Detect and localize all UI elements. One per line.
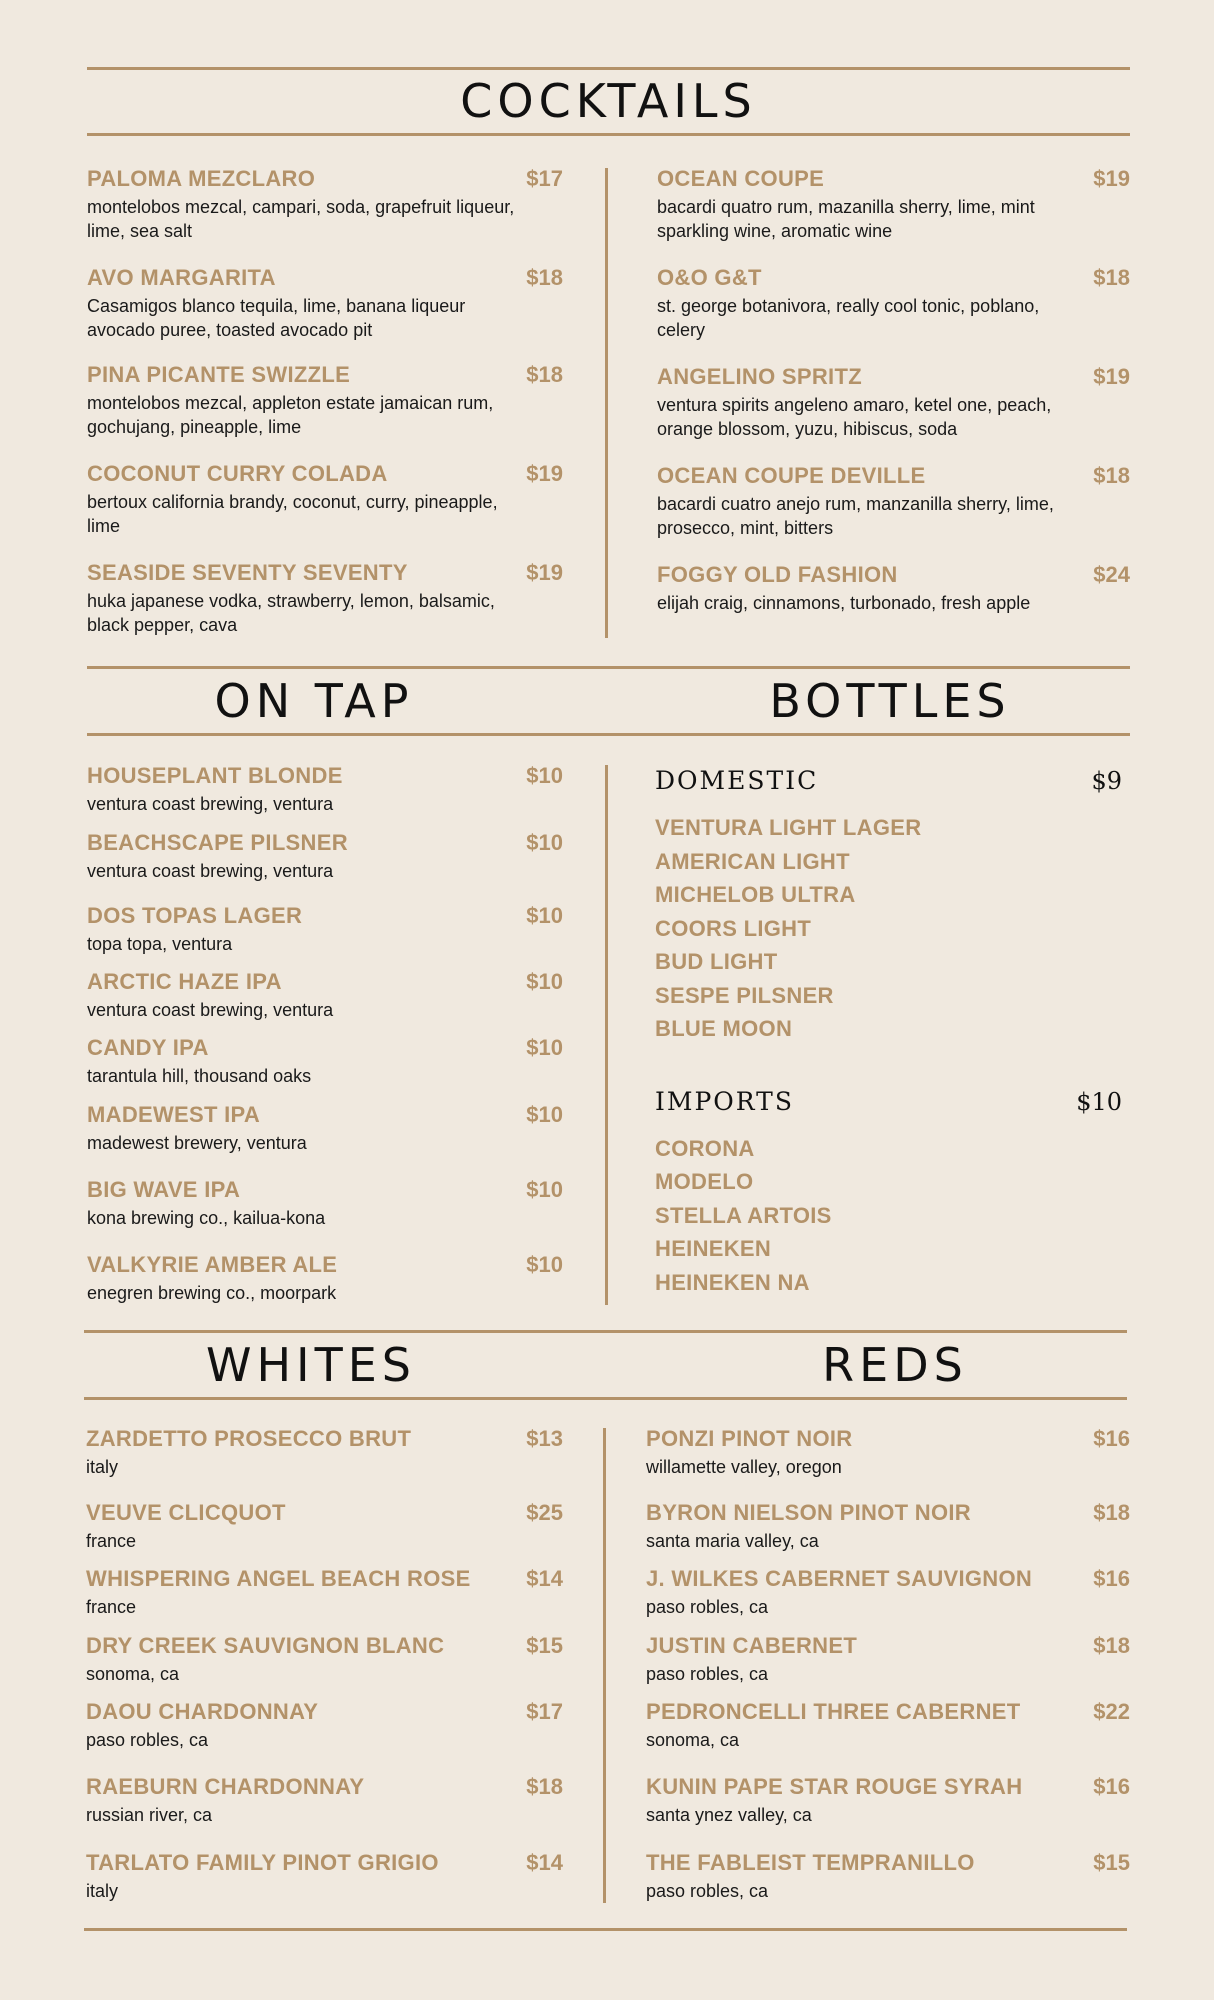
- bottles-column: [655, 765, 1122, 1299]
- item-description: topa topa, ventura: [87, 934, 233, 954]
- cocktail-item: [87, 361, 563, 460]
- item-description: enegren brewing co., moorpark: [87, 1283, 337, 1303]
- list-item: SESPE PILSNER: [655, 982, 834, 1008]
- item-description: ventura coast brewing, ventura: [87, 794, 334, 814]
- item-name: AVO MARGARITA: [87, 265, 276, 290]
- item-name: THE FABLEIST TEMPRANILLO: [646, 1850, 975, 1875]
- item-description: france: [86, 1531, 137, 1551]
- wine-item: [646, 1773, 1130, 1849]
- list-item: BUD LIGHT: [655, 949, 778, 974]
- list-item: COORS LIGHT: [655, 915, 812, 941]
- item-description: paso robles, ca: [646, 1664, 769, 1684]
- wine-item: [86, 1632, 563, 1698]
- item-price: $18: [1093, 463, 1130, 488]
- item-name: O&O G&T: [657, 265, 762, 290]
- wine-item: [86, 1849, 563, 1903]
- item-description: ventura coast brewing, ventura: [87, 1000, 334, 1020]
- item-price: $10: [526, 1035, 563, 1060]
- item-name: FOGGY OLD FASHION: [657, 562, 898, 587]
- item-price: $18: [1093, 1633, 1130, 1658]
- item-price: $10: [526, 830, 563, 855]
- divider-wine-vertical: [603, 1428, 606, 1903]
- on-tap-heading: ON TAP: [214, 674, 414, 728]
- divider-bottom: [84, 1928, 1127, 1931]
- item-name: RAEBURN CHARDONNAY: [86, 1774, 365, 1799]
- item-description: paso robles, ca: [646, 1881, 769, 1901]
- domestic-price: $9: [1091, 767, 1122, 795]
- item-name: BEACHSCAPE PILSNER: [87, 830, 348, 855]
- item-price: $18: [526, 265, 563, 290]
- wine-item: [86, 1565, 563, 1632]
- list-item: CORONA: [655, 1135, 755, 1161]
- item-description: tarantula hill, thousand oaks: [87, 1066, 312, 1086]
- item-name: COCONUT CURRY COLADA: [87, 461, 388, 486]
- item-price: $18: [526, 362, 563, 387]
- item-name: PONZI PINOT NOIR: [646, 1426, 853, 1451]
- item-description: madewest brewery, ventura: [87, 1133, 307, 1153]
- imports-subheading: [655, 1086, 1122, 1118]
- wine-item: [646, 1632, 1130, 1698]
- reds-column: [646, 1425, 1130, 1903]
- item-description: ventura spirits angeleno amaro, ketel one, peach, orange blossom, yuzu, hibiscus, soda: [657, 395, 1052, 439]
- item-name: DOS TOPAS LAGER: [87, 903, 303, 928]
- item-price: $18: [1093, 1500, 1130, 1525]
- item-price: $18: [526, 1774, 563, 1799]
- item-price: $15: [526, 1633, 563, 1658]
- item-name: DAOU CHARDONNAY: [86, 1699, 319, 1724]
- tap-item: [87, 902, 563, 968]
- cocktail-item: [657, 165, 1130, 264]
- item-description: paso robles, ca: [646, 1597, 769, 1617]
- tap-item: [87, 1101, 563, 1176]
- divider-cocktails-vertical: [605, 168, 608, 638]
- divider-tap-top: [87, 666, 1130, 669]
- item-description: bacardi quatro rum, mazanilla sherry, lime, mint sparkling wine, aromatic wine: [657, 197, 1035, 241]
- item-price: $19: [1093, 166, 1130, 191]
- item-name: JUSTIN CABERNET: [646, 1633, 858, 1658]
- item-name: J. WILKES CABERNET SAUVIGNON: [646, 1566, 1033, 1591]
- imports-price: $10: [1076, 1087, 1122, 1116]
- cocktail-item: [87, 559, 563, 637]
- item-name: VEUVE CLICQUOT: [86, 1500, 286, 1525]
- cocktail-item: [657, 561, 1130, 615]
- cocktail-item: [87, 165, 563, 264]
- wine-item: [646, 1425, 1130, 1499]
- item-description: ventura coast brewing, ventura: [87, 861, 334, 881]
- cocktail-item: [657, 462, 1130, 561]
- item-price: $16: [1093, 1566, 1130, 1591]
- item-price: $10: [526, 1252, 563, 1277]
- tap-item: [87, 968, 563, 1034]
- item-name: BIG WAVE IPA: [87, 1177, 241, 1202]
- item-name: PEDRONCELLI THREE CABERNET: [646, 1699, 1021, 1724]
- item-name: SEASIDE SEVENTY SEVENTY: [87, 560, 408, 585]
- item-price: $10: [526, 903, 563, 928]
- tap-item: [87, 1251, 563, 1305]
- divider-tap-bottom: [87, 733, 1130, 736]
- wine-item: [646, 1565, 1130, 1632]
- item-price: $15: [1093, 1850, 1130, 1875]
- item-description: sonoma, ca: [86, 1664, 180, 1684]
- list-item: HEINEKEN: [655, 1236, 772, 1261]
- item-description: willamette valley, oregon: [646, 1457, 842, 1477]
- cocktail-item: [87, 264, 563, 361]
- domestic-list: [655, 811, 1122, 1046]
- item-description: italy: [86, 1881, 119, 1901]
- tap-item: [87, 762, 563, 829]
- item-description: montelobos mezcal, campari, soda, grapefruit liqueur, lime, sea salt: [87, 197, 515, 241]
- whites-heading: WHITES: [205, 1338, 416, 1392]
- item-price: $25: [526, 1500, 563, 1525]
- cocktails-heading: COCKTAILS: [460, 74, 757, 128]
- item-description: paso robles, ca: [86, 1730, 209, 1750]
- wine-item: [86, 1773, 563, 1849]
- wine-item: [86, 1698, 563, 1773]
- domestic-label: DOMESTIC: [655, 766, 819, 795]
- divider-wine-top: [84, 1330, 1127, 1333]
- item-price: $16: [1093, 1774, 1130, 1799]
- item-price: $10: [526, 1102, 563, 1127]
- item-description: sonoma, ca: [646, 1730, 740, 1750]
- item-name: OCEAN COUPE: [657, 166, 825, 191]
- on-tap-column: [87, 762, 563, 1305]
- item-name: TARLATO FAMILY PINOT GRIGIO: [86, 1850, 439, 1875]
- item-name: ANGELINO SPRITZ: [657, 364, 862, 389]
- item-name: PALOMA MEZCLARO: [87, 166, 316, 191]
- cocktail-item: [87, 460, 563, 559]
- item-description: bacardi cuatro anejo rum, manzanilla sherry, lime, prosecco, mint, bitters: [657, 494, 1054, 538]
- wine-item: [86, 1499, 563, 1565]
- cocktails-left-column: [87, 165, 563, 637]
- imports-label: IMPORTS: [655, 1086, 794, 1116]
- item-price: $17: [526, 166, 563, 191]
- whites-column: [86, 1425, 563, 1903]
- item-description: Casamigos blanco tequila, lime, banana liqueur avocado puree, toasted avocado pit: [87, 296, 466, 340]
- item-price: $19: [1093, 364, 1130, 389]
- item-name: HOUSEPLANT BLONDE: [87, 763, 343, 788]
- item-description: huka japanese vodka, strawberry, lemon, balsamic, black pepper, cava: [87, 591, 495, 635]
- item-description: montelobos mezcal, appleton estate jamaican rum, gochujang, pineapple, lime: [87, 393, 494, 437]
- item-name: VALKYRIE AMBER ALE: [87, 1252, 338, 1277]
- imports-list: [655, 1132, 1122, 1300]
- wine-item: [646, 1499, 1130, 1565]
- reds-heading: REDS: [822, 1338, 968, 1392]
- bottles-heading: BOTTLES: [769, 674, 1011, 728]
- tap-item: [87, 829, 563, 902]
- cocktail-item: [657, 363, 1130, 462]
- wine-item: [646, 1698, 1130, 1773]
- item-price: $10: [526, 1177, 563, 1202]
- list-item: VENTURA LIGHT LAGER: [655, 815, 922, 840]
- tap-item: [87, 1034, 563, 1101]
- item-name: CANDY IPA: [87, 1035, 209, 1060]
- item-description: italy: [86, 1457, 119, 1477]
- item-price: $18: [1093, 265, 1130, 290]
- item-description: bertoux california brandy, coconut, curry, pineapple, lime: [87, 492, 498, 536]
- item-price: $13: [526, 1426, 563, 1451]
- item-description: elijah craig, cinnamons, turbonado, fresh apple: [657, 593, 1031, 613]
- list-item: MICHELOB ULTRA: [655, 882, 856, 907]
- item-price: $19: [526, 461, 563, 486]
- item-name: MADEWEST IPA: [87, 1102, 261, 1127]
- item-price: $24: [1093, 562, 1130, 587]
- divider-wine-bottom: [84, 1397, 1127, 1400]
- item-description: st. george botanivora, really cool tonic, poblano, celery: [657, 296, 1040, 340]
- item-price: $19: [526, 560, 563, 585]
- divider-tap-vertical: [605, 765, 608, 1305]
- divider-top: [87, 67, 1130, 70]
- cocktail-item: [657, 264, 1130, 363]
- item-name: KUNIN PAPE STAR ROUGE SYRAH: [646, 1774, 1023, 1799]
- item-name: BYRON NIELSON PINOT NOIR: [646, 1500, 971, 1525]
- wine-item: [646, 1849, 1130, 1903]
- item-price: $17: [526, 1699, 563, 1724]
- item-description: france: [86, 1597, 137, 1617]
- item-description: santa maria valley, ca: [646, 1531, 819, 1551]
- item-price: $10: [526, 763, 563, 788]
- list-item: HEINEKEN NA: [655, 1269, 810, 1295]
- item-name: OCEAN COUPE DEVILLE: [657, 463, 926, 488]
- item-price: $14: [526, 1566, 563, 1591]
- item-name: PINA PICANTE SWIZZLE: [87, 362, 351, 387]
- item-name: ZARDETTO PROSECCO BRUT: [86, 1426, 412, 1451]
- list-item: BLUE MOON: [655, 1016, 793, 1041]
- item-description: santa ynez valley, ca: [646, 1805, 812, 1825]
- tap-item: [87, 1176, 563, 1251]
- item-name: DRY CREEK SAUVIGNON BLANC: [86, 1633, 445, 1658]
- item-price: $22: [1093, 1699, 1130, 1724]
- item-name: ARCTIC HAZE IPA: [87, 969, 282, 994]
- divider-cocktails: [87, 133, 1130, 136]
- cocktails-right-column: [657, 165, 1130, 615]
- item-name: WHISPERING ANGEL BEACH ROSE: [86, 1566, 471, 1591]
- item-price: $10: [526, 969, 563, 994]
- list-item: AMERICAN LIGHT: [655, 848, 850, 874]
- item-description: kona brewing co., kailua-kona: [87, 1208, 326, 1228]
- item-description: russian river, ca: [86, 1805, 213, 1825]
- list-item: MODELO: [655, 1169, 754, 1194]
- item-price: $16: [1093, 1426, 1130, 1451]
- domestic-subheading: [655, 765, 1122, 797]
- item-price: $14: [526, 1850, 563, 1875]
- wine-item: [86, 1425, 563, 1499]
- list-item: STELLA ARTOIS: [655, 1202, 832, 1228]
